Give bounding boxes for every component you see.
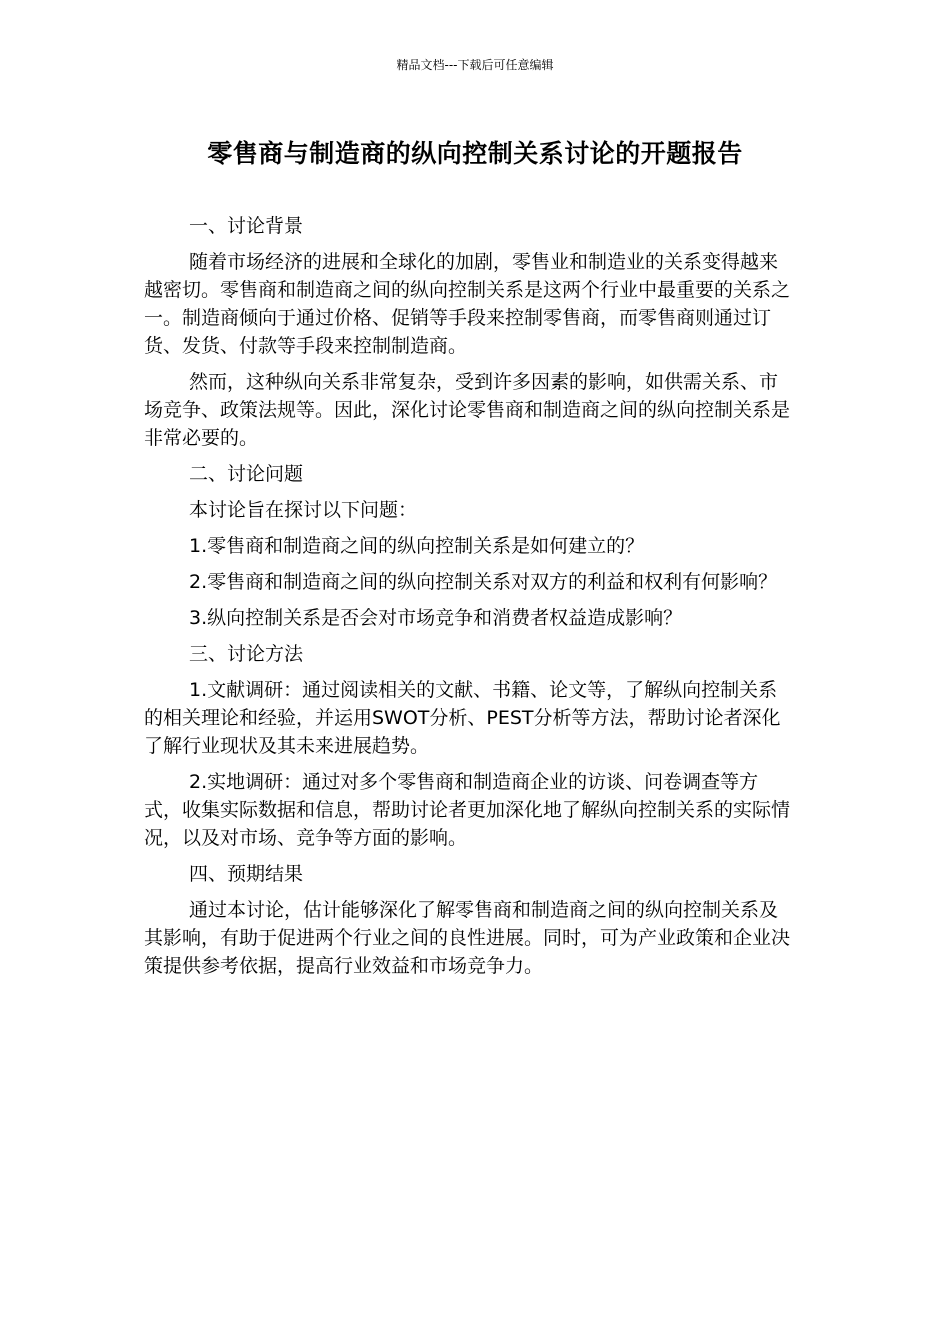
question-item-1: 1.零售商和制造商之间的纵向控制关系是如何建立的？ bbox=[189, 535, 645, 557]
document-body bbox=[144, 212, 794, 988]
method-item-2: 2.实地调研：通过对多个零售商和制造商企业的访谈、问卷调查等方式，收集实际数据和信息，帮助讨论者更加深化地了解纵向控制关系的实际情况，以及对市场、竞争等方面的影响。 bbox=[144, 771, 791, 849]
document-title: 零售商与制造商的纵向控制关系讨论的开题报告 bbox=[207, 139, 743, 168]
section-heading-background: 一、讨论背景 bbox=[189, 215, 304, 237]
paragraph-results: 通过本讨论，估计能够深化了解零售商和制造商之间的纵向控制关系及其影响，有助于促进两个行业之间的良性进展。同时，可为产业政策和企业决策提供参考依据，提高行业效益和市场竞争力。 bbox=[144, 899, 791, 977]
paragraph-background-2: 然而，这种纵向关系非常复杂，受到许多因素的影响，如供需关系、市场竞争、政策法规等。因此，深化讨论零售商和制造商之间的纵向控制关系是非常必要的。 bbox=[144, 371, 791, 449]
question-item-2: 2.零售商和制造商之间的纵向控制关系对双方的利益和权利有何影响？ bbox=[189, 571, 778, 593]
page-header: 精品文档---下载后可任意编辑 bbox=[396, 58, 554, 72]
section-heading-results: 四、预期结果 bbox=[189, 863, 304, 885]
section-heading-methods: 三、讨论方法 bbox=[189, 643, 304, 665]
method-item-1: 1.文献调研：通过阅读相关的文献、书籍、论文等，了解纵向控制关系的相关理论和经验，并运用SWOT分析、PEST分析等方法，帮助讨论者深化了解行业现状及其未来进展趋势。 bbox=[144, 679, 781, 757]
question-item-3: 3.纵向控制关系是否会对市场竞争和消费者权益造成影响？ bbox=[189, 607, 683, 629]
paragraph-questions-intro: 本讨论旨在探讨以下问题： bbox=[189, 499, 418, 521]
paragraph-background-1: 随着市场经济的进展和全球化的加剧，零售业和制造业的关系变得越来越密切。零售商和制造商之间的纵向控制关系是这两个行业中最重要的关系之一。制造商倾向于通过价格、促销等手段来控制零售商，而零售商则通过订货、发货、付款等手段来控制制造商。 bbox=[144, 251, 791, 357]
section-heading-questions: 二、讨论问题 bbox=[189, 463, 304, 485]
